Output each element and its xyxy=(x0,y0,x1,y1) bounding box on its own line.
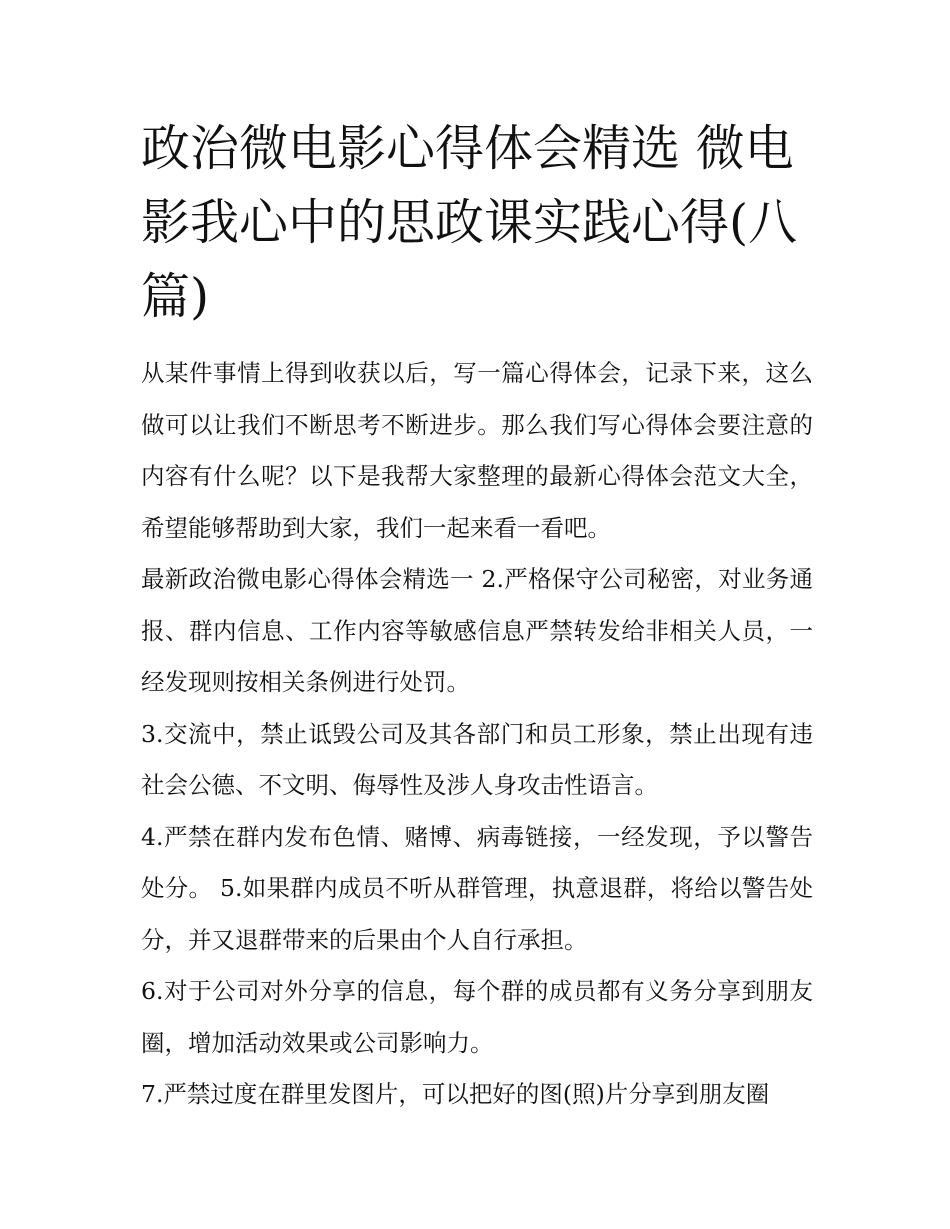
paragraph-item-2: 最新政治微电影心得体会精选一 2.严格保守公司秘密，对业务通报、群内信息、工作内容等敏感信息严禁转发给非相关人员，一经发现则按相关条例进行处罚。 xyxy=(141,565,813,696)
paragraph-item-6: 6.对于公司对外分享的信息，每个群的成员都有义务分享到朋友圈，增加活动效果或公司影响力。 xyxy=(141,977,813,1057)
document-page xyxy=(141,112,813,1121)
document-title: 政治微电影心得体会精选 微电影我心中的思政课实践心得(八篇) xyxy=(141,120,798,325)
paragraph-item-3: 3.交流中，禁止诋毁公司及其各部门和员工形象，禁止出现有违社会公德、不文明、侮辱性及涉人身攻击性语言。 xyxy=(141,719,813,799)
paragraph-intro: 从某件事情上得到收获以后，写一篇心得体会，记录下来，这么做可以让我们不断思考不断进步。那么我们写心得体会要注意的内容有什么呢？以下是我帮大家整理的最新心得体会范文大全，希望能够帮助到大家，我们一起来看一看吧。 xyxy=(141,359,813,542)
document-body xyxy=(141,348,813,1121)
paragraph-item-4-5: 4.严禁在群内发布色情、赌博、病毒链接，一经发现，予以警告处分。 5.如果群内成员不听从群管理，执意退群，将给以警告处分，并又退群带来的后果由个人自行承担。 xyxy=(141,822,813,954)
paragraph-item-7: 7.严禁过度在群里发图片，可以把好的图(照)片分享到朋友圈 xyxy=(141,1080,770,1108)
